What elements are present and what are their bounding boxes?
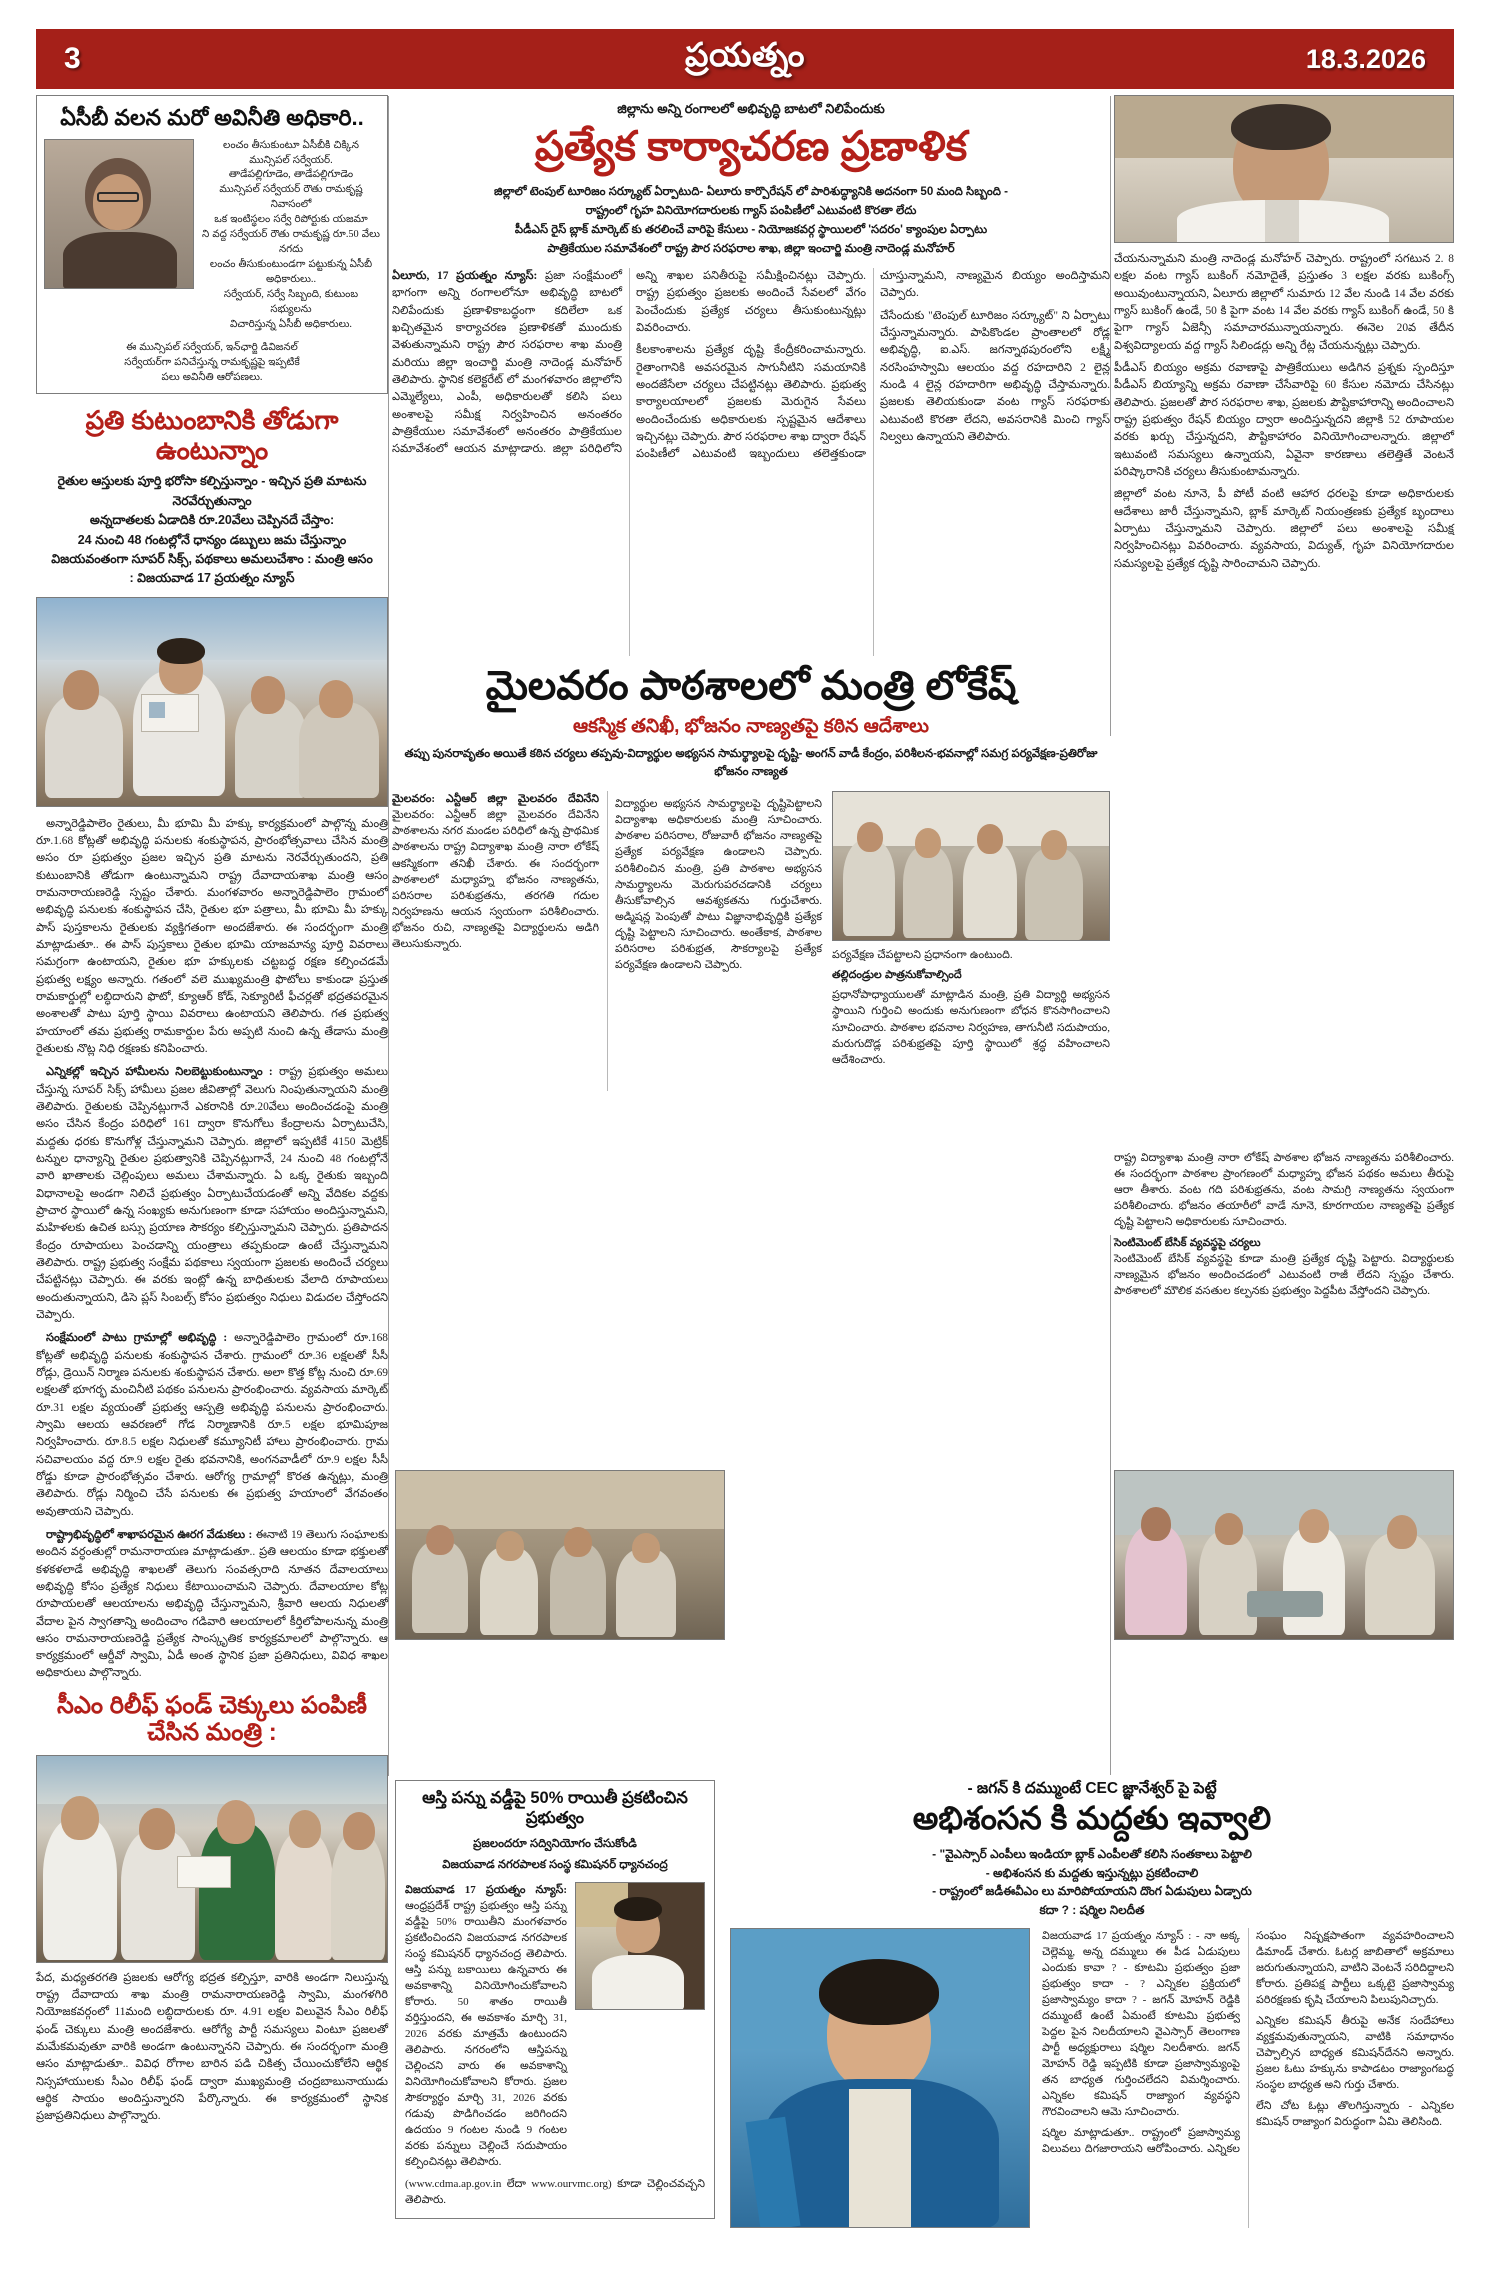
article-family-support: [36, 394, 388, 807]
right-column: [1114, 95, 1454, 573]
minister-meeting-photo: [36, 597, 388, 807]
article-acb: [36, 95, 388, 394]
family-support-body: అన్నారెడ్డిపాలెం రైతులు, మీ భూమి మీ హక్కు కార్యక్రమంలో పాల్గొన్న మంత్రి రూ.1.68 కోట్లతో అభివృద్ధి పనులకు శంకుస్థాపన, ప్రారంభోత్సవాలు చేసిన మంత్రి అసం రూ ప్రభుత్వం ప్రజల ఇచ్చిన ప్రతి మాటను నెరవేర్చుతుందని, ప్రతి కుటుంబానికి తోడుగా ఉంటున్నామని రాష్ట్ర దేవాదాయశాఖ మంత్రి ఆసం రామనారాయణరెడ్డి స్పష్టం చేశారు. మంగళవారం అన్నారెడ్డిపాలెం గ్రామంలో అభివృద్ధి పనులకు శంకుస్థాపన చేసి, రైతుల భూ పత్రాలు, మీ భూమి మీ హక్కు పాస్ పుస్తకాలను రైతులకు వ్యక్తిగతంగా అందజేశారు. ఈ సందర్భంగా మంత్రి మాట్లాడుతూ.. ఈ పాస్ పుస్తకాలు రైతుల భూమి యాజమాన్య పూర్తి వివరాలు సమగ్రంగా ఉంటాయని, రైతుల భూ హక్కులకు చట్టబద్ధ రక్షణ కల్పించడమే ప్రభుత్వ లక్ష్యం అన్నారు. గతంలో వలె ముఖ్యమంత్రి ఫొటోలు కాకుండా ప్రస్తుత రామకార్డుల్లో లబ్ధిదారుని ఫొటో, క్యూఆర్ కోడ్, సెక్యూరిటీ ఫీచర్లతో భద్రతపరమైన అంశాలతో పాటు పూర్తి స్థాయి వివరాలు ఉంటాయని తెలిపారు. గత ప్రభుత్వ హయాంలో తమ ప్రభుత్వ రామకార్డుల పేరు అప్పటి నుంచి ఉన్న తేడాసు మంత్రి రైతులకు నొట్ల నిధి రక్షణకు కనిపించారు. ఎన్నికల్లో ఇచ్చిన హామీలను నిలబెట్టుకుంటున్నాం : రాష్ట్ర ప్రభుత్వం అమలు చేస్తున్న సూపర్ సిక్స్ హామీలు ప్రజల జీవితాల్లో వెలుగు నింపుతున్నాయని మంత్రి తెలిపారు. రైతులకు చెప్పినట్లుగానే ఎకరానికి రూ.20వేలు అందించడంపై మంత్రి అసం చేసిన కేంద్రం పరిధిలో 161 ద్వారా కొనుగోలు కేంద్రాలను ఏర్పాటుచేసి, మద్దతు ధరకు కొనుగోళ్ల చేస్తున్నామని చెప్పారు. జిల్లాలో ఇప్పటికే 4150 మెట్రిక్ టన్నుల ధాన్యాన్ని రైతుల ప్రభుత్వానికి చెప్పినట్లుగానే, 24 నుంచి 48 గంటల్లోనే వారి ఖాతాలకు చెల్లింపులు అమలు చేశామన్నారు. ఏ ఒక్క రైతుకు ఇబ్బంది విధానాలపై అండగా నిలిచే ప్రభుత్వం ఏర్పాటుచేయడంతో అన్ని వేదికల వద్దకు ప్రాచార స్థాయిలో ఉన్న సంఖ్యకు అనుగుణంగా కూడా సహాయం అందిస్తున్నామని, మహిళలకు ఉచిత బస్సు ప్రయాణ సౌకర్యం కల్పిస్తున్నామని చెప్పారు. ప్రతిపాదన కేంద్రం రూపాయలు పెంచడాన్ని యంత్రాలు తప్పకుండా ఉంటే చేస్తున్నామని తెలిపారు. రాష్ట్ర ప్రభుత్వ సంక్షేమ పథకాలు స్వయంగా ప్రజలకు అందించే చర్యలు చేపట్టినట్లు చెప్పారు. ఈ వరకు ఇంట్లో ఉన్న బాధితులకు వేలాది రూపాయలు అందుతున్నాయని, డిసె ప్లస్ సింబల్స్ కోసం ప్రభుత్వం నిధులు విడుదల చేస్తోందని చెప్పారు. సంక్షేమంలో పాటు గ్రామాల్లో అభివృద్ధి : అన్నారెడ్డిపాలెం గ్రామంలో రూ.168 కోట్లతో అభివృద్ధి పనులకు శంకుస్థాపన చేశారు. గ్రామంలో రూ.36 లక్షలతో సీసీ రోడ్లు, డ్రెయిన్ నిర్మాణ పనులకు శంకుస్థాపన చేశారు. అలా కొత్త కోట్ల నుంచి రూ.69 లక్షలతో భూగర్భ మంచినీటి పథకం పనులను ప్రారంభించారు. వ్యవసాయ మార్కెట్ రూ.31 లక్షల వ్యయంతో ప్రభుత్వ ఆస్పత్రి అభివృద్ధి పనులను ప్రారంభించారు. స్వామి ఆలయ ఆవరణలో గోడ నిర్మాణానికి రూ.5 లక్షల భూమిపూజ నిర్వహించారు. రూ.8.5 లక్షల నిధులతో కమ్యూనిటీ హాలు ప్రారంభించారు. గ్రామ సచివాలయం వద్ద రూ.9 లక్షల రైతు భవనానికి, అంగనవాడీలో రూ.9 లక్షల సీసీ రోడ్డు కూడా ప్రారంభోత్సవం చేశారు. ఆరోగ్య గ్రామాల్లో కొరత ఉన్నట్లు, మంత్రి తెలిపారు. రోడ్లు నిర్మించి చేసే పనులకు ఈ ప్రభుత్వ హయాంలో వేగవంతం అవుతాయని చెప్పారు. రాష్ట్రాభివృద్ధిలో శాఖాపరమైన ఊరగ వేడుకలు : ఈనాటి 19 తెలుగు సంఘాలకు అందిన వర్ధంతుల్లో రామనారాయణ మాట్లాడుతూ.. ప్రతి ఆలయం కూడా భక్తులతో కళకళలాడే అభివృద్ధి శాఖలతో తెలుగు సంవత్సరాది నూతన దేవాలయాలు అభివృద్ధి కోసం ప్రత్యేక నిధులు కేటాయించామని చెప్పారు. దేవాలయాల కోట్ల రూపాయలతో ఆలయాలను అభివృద్ధి చేస్తున్నామని, శ్రీవారి ఆలయ నిధులతో వేదాల పైన స్వాగతాన్ని అందించాం గడివారి ఆలయాలలో కీర్తిలోపాలనున్న మంత్రి ఆసం రామనారాయణరెడ్డి ప్రత్యేక సాంస్కృతిక కార్యక్రమాలలో పాల్గొన్నారు. ఆ కార్యక్రమంలో ఆర్డీవో స్వామి, ఏడీ అంత స్థానిక ప్రజా ప్రతినిధులు, వివిధ శాఖల అధికారులు పాల్గొన్నారు.: [36, 817, 389, 1680]
commissioner-photo: [575, 1882, 705, 2010]
action-plan-dateline: ఏలూరు, 17 ప్రయత్నం న్యూస్:: [392, 270, 538, 283]
action-plan-bullets: జిల్లాలో టెంపుల్ టూరిజం సర్క్యూట్ ఏర్పాటుది- ఏలూరు కార్పొరేషన్ లో పారిశుద్ధ్యానికి అదనంగా 50 మంది సిబ్బంది - రాష్ట్రంలో గృహ వినియోగదారులకు గ్యాస్ పంపిణీలో ఎటువంటి కొరతా లేదు పీడీఎస్ రైస్ బ్లాక్ మార్కెట్ కు తరలించే వారిపై కేసులు - నియోజకవర్గ స్థాయిలలో 'సదరం' క్యాంపుల ఏర్పాటు పాత్రికేయుల సమావేశంలో రాష్ట్ర పౌర సరఫరాల శాఖ, జిల్లా ఇంచార్జి మంత్రి నాదెండ్ల మనోహర్: [493, 184, 1009, 256]
action-plan-kicker: జిల్లాను అన్ని రంగాలలో అభివృద్ధి బాటలో నిలిపేందుకు: [617, 101, 885, 116]
school-body-col3: ప్రధానోపాధ్యాయులతో మాట్లాడిన మంత్రి, ప్రతి విద్యార్థి అభ్యసన స్థాయిని గుర్తించి అందుకు అనుగుణంగా బోధన కొనసాగించాలని సూచించారు. పాఠశాల భవనాల నిర్వహణ, తాగునీటి సదుపాయం, మరుగుదొడ్ల పరిశుభ్రతపై పూర్తి స్థాయిలో శ్రద్ధ వహించాలని ఆదేశించారు.: [832, 989, 1110, 1066]
school-classroom-photo: [832, 791, 1110, 941]
action-plan-body: ఏలూరు, 17 ప్రయత్నం న్యూస్: ప్రజా సంక్షేమంలో భాగంగా అన్ని రంగాలలోనూ అభివృద్ధి బాటలో నిలిపేందుకు ప్రణాళికాబద్ధంగా కదిలేలా ఒక ఖచ్చితమైన కార్యాచరణ ప్రణాళికతో ముందుకు వెళుతున్నామని రాష్ట్ర పౌర సరఫరాల శాఖ మంత్రి మరియు జిల్లా ఇంచార్జి మంత్రి నాదెండ్ల మనోహర్ తెలిపారు. స్థానిక కలెక్టరేట్ లో మంగళవారం జిల్లాలోని ఎమ్మెల్యేలు, ఎంపీ, అధికారులతో కలిసి పలు అంశాలపై సమీక్ష నిర్వహించిన అనంతరం పాత్రికేయుల సమావేశంలో అనంతరం పాత్రికేయుల సమావేశంలో ఆయన మాట్లాడారు. జిల్లా పరిధిలోని అన్ని శాఖల పనితీరుపై సమీక్షించినట్లు చెప్పారు. రాష్ట్ర ప్రభుత్వం ప్రజలకు అందించే సేవలలో వేగం పెంచేందుకు ప్రత్యేక చర్యలు తీసుకుంటున్నట్లు వివరించారు. కీలకాంశాలను ప్రత్యేక దృష్టి కేంద్రీకరించామన్నారు. రైతాంగానికి అవసరమైన సాగునీటిని సమయానికి అందజేసేలా చర్యలు చేపట్టినట్లు తెలిపారు. ప్రభుత్వ కార్యాలయాలలో ప్రజలకు మెరుగైన సేవలు అందించేందుకు అధికారులకు స్పష్టమైన ఆదేశాలు ఇచ్చినట్లు చెప్పారు. పౌర సరఫరాల శాఖ ద్వారా రేషన్ పంపిణీలో ఎటువంటి ఇబ్బందులు తలెత్తకుండా చూస్తున్నామని, నాణ్యమైన బియ్యం అందిస్తామని చెప్పారు. చేసేందుకు "టెంపుల్ టూరిజం సర్క్యూట్" ని ఏర్పాటు చేస్తున్నామన్నారు. పాపికొండల ప్రాంతాలలో రోడ్ల అభివృద్ధి, ఐ.ఎస్. జగన్నాథపురంలోని లక్ష్మీ నరసింహస్వామి ఆలయం వద్ద రహదారిని 2 లైన్ల నుండి 4 లైన్ల రహదారిగా అభివృద్ధి చేస్తామన్నారు. ప్రజలకు తెలియకుండా వంట గ్యాస్ సరఫరాకు ఎటువంటి కొరతా లేదని, అవసరానికి మించి గ్యాస్ నిల్వలు ఉన్నాయని తెలిపారు.: [392, 270, 1110, 461]
school-deck: తప్పు పునరావృతం అయితే కఠిన చర్యలు తప్పవు-విద్యార్థుల అభ్యసన సామర్థ్యాలపై దృష్టి- అంగన్ వాడీ కేంద్రం, పరిశీలన-భవనాల్లో సమగ్ర పర్యవేక్షణ-ప్రతిరోజు భోజనం నాణ్యత: [404, 747, 1098, 779]
publication-date: 18.3.2026: [1305, 43, 1426, 74]
opposition-headline: అభిశంసన కి మద్దతు ఇవ్వాలి: [912, 1800, 1272, 1837]
section-lead-1: ఎన్నికల్లో ఇచ్చిన హామీలను నిలబెట్టుకుంటున్నాం :: [46, 1066, 273, 1079]
school-right-text: రాష్ట్ర విద్యాశాఖ మంత్రి నారా లోకేష్ పాఠశాల భోజన నాణ్యతను పరిశీలించారు. ఈ సందర్భంగా పాఠశాల ప్రాంగణంలో మధ్యాహ్న భోజన పథకం అమలు తీరుపై ఆరా తీశారు. వంట గది పరిశుభ్రతను, వంట సామగ్రి నాణ్యతను స్వయంగా పరిశీలించారు. భోజనం తయారీలో వాడే నూనె, కూరగాయల నాణ్యతపై ప్రత్యేక దృష్టి పెట్టాలని అధికారులకు సూచించారు. సెంటిమెంట్ బేసిక్ వ్యవస్థపై చర్యలు సెంటిమెంట్ బేసిక్ వ్యవస్థపై కూడా మంత్రి ప్రత్యేక దృష్టి పెట్టారు. విద్యార్థులకు నాణ్యమైన భోజనం అందించడంలో ఎటువంటి రాజీ లేదని స్పష్టం చేశారు. పాఠశాలలో మౌలిక వసతుల కల్పనకు ప్రభుత్వం పెద్దపీట వేస్తోందని చెప్పారు.: [1114, 1152, 1454, 1298]
school-photo-caption-1: పర్యవేక్షణ చేపట్టాలని ప్రధానంగా ఉంటుంది.: [832, 949, 1013, 962]
school-subheadline: ఆకస్మిక తనిఖీ, భోజనం నాణ్యతపై కఠిన ఆదేశాలు: [573, 716, 929, 738]
tax-headline: ఆస్తి పన్ను వడ్డీపై 50% రాయితీ ప్రకటించిన ప్రభుత్వం: [422, 1789, 688, 1827]
column-divider-2: [1110, 96, 1111, 736]
school-subsection-1: తల్లిదండ్రుల పాత్రనుకోవాల్సిందే: [832, 969, 962, 982]
page-number: 3: [64, 42, 81, 75]
left-column: [36, 95, 388, 2126]
section-lead-2: సంక్షేమంలో పాటు గ్రామాల్లో అభివృద్ధి :: [46, 1332, 228, 1345]
article-action-plan: [392, 95, 1110, 656]
cm-relief-headline: సీఎం రిలీఫ్ ఫండ్ చెక్కులు పంపిణీ చేసిన మంత్రి :: [56, 1691, 367, 1746]
article-opposition: [730, 1780, 1454, 2228]
acb-tail: ఈ మున్సిపల్ సర్వేయర్, ఇన్‌ఛార్జి డివిజనల్ సర్వేయర్‌గా పనిచేస్తున్న రామకృష్ణపై ఇప్పటికే పలు అవినీతి ఆరోపణలు.: [124, 341, 300, 383]
cm-relief-photo: [36, 1755, 388, 1963]
acb-deck: లంచం తీసుకుంటూ ఏసీబీకి చిక్కిన మున్సిపల్ సర్వేయర్. తాడేపల్లిగూడెం, తాడేపల్లిగూడెం మున్సిపల్ సర్వేయర్ రౌతు రామకృష్ణ నివాసంలో ఒక ఇంటిస్థలం సర్వే రిపోర్టుకు యజమా ని వద్ద సర్వేయర్ రౌతు రామకృష్ణ రూ.50 వేలు నగదు లంచం తీసుకుంటుండగా పట్టుకున్న ఏసీబీ అధికారులు.. సర్వేయర్, సర్వే సిబ్బంది, కుటుంబ సభ్యులను విచారిస్తున్న ఏసీబీ అధికారులు.: [202, 139, 380, 330]
family-support-headline: ప్రతి కుటుంబానికి తోడుగా ఉంటున్నాం: [85, 404, 339, 465]
article-school-inspection: [392, 656, 1110, 1091]
newspaper-brand: ప్రయత్నం: [684, 36, 806, 73]
article-property-tax: [395, 1780, 715, 2219]
center-column: [392, 95, 1110, 1091]
school-floor-photo: [395, 1470, 725, 1640]
column-divider-3: [1110, 1235, 1111, 1775]
school-right-block: [1114, 1150, 1454, 1299]
acb-headline: ఏసీబీ వలన మరో అవినీతి అధికారి..: [60, 105, 364, 130]
school-kitchen-photo: [1114, 1470, 1454, 1640]
opposition-bullets: - "వైఎస్సార్ ఎంపీలు ఇండియా బ్లాక్ ఎంపీలతో కలిసి సంతకాలు పెట్టాలి - అభిశంసన కు మద్దతు ఇస్తున్నట్లు ప్రకటించాలి - రాష్ట్రంలో జడీఈవీఎం లు మారిపోయాయని దొంగ ఏడుపులు ఏడ్చారు కదా ? : షర్మిల నిలదీత: [932, 1847, 1252, 1917]
acb-officer-photo: [44, 139, 194, 289]
minister-gas-body: చేయనున్నామని మంత్రి నాదెండ్ల మనోహర్ చెప్పారు. రాష్ట్రంలో సగటున 2. 8 లక్షల వంట గ్యాస్ బుకింగ్ నమోదైతే, ప్రస్తుతం 3 లక్షల వరకు బుకింగ్స్ అయివుంటున్నాయని, ఏలూరు జిల్లాలో సుమారు 12 వేల నుండి 14 వేల వరకు గ్యాస్ బుకింగ్ ఉండే, 50 కి పైగా వంట 14 వేల వరకు గ్యాస్ బుకింగ్ ఉండే, 50 కి పైగా గ్యాస్ ఏజెన్సీ సమాచారమున్నాయన్నారు. ఈనెల 20వ తేదీన విశ్వవిద్యాలయ వద్ద గ్యాస్ సిలిండర్లు అన్ని రేట్ల చేయనున్నట్లు చెప్పారు. పీడీఎస్ బియ్యం అక్రమ రవాణాపై పాత్రికేయులు అడిగిన ప్రశ్నకు స్పందిస్తూ పీడీఎస్ బియ్యాన్ని అక్రమ రవాణా చేసేవారిపై 60 కేసుల నమోదు చేసినట్లు తెలిపారు. ప్రజలతో పౌర సరఫరాల శాఖ, ప్రజలకు పౌష్టికాహారాన్ని అందించాలని రాష్ట్ర ప్రభుత్వం రేషన్ బియ్యం ద్వారా అందిస్తున్నదని జిల్లాకి 52 రూపాయల వరకు ఖర్చు చేస్తున్నదని, పౌష్టికాహారం వినియోగించాలన్నారు. జిల్లాలో ఇటువంటి సమస్యలు ఉన్నాయని, ఏవైనా కారణాలు తలెత్తితే వెంటనే పరిష్కారానికి చర్యలు తీసుకుంటామన్నారు. జిల్లాలో వంట నూనె, పీ పోటీ వంటి ఆహార ధరలపై కూడా అధికారులకు ఆదేశాలు జారీ చేస్తున్నామని, బ్లాక్ మార్కెట్ నియంత్రణకు ప్రత్యేక బృందాలు ఏర్పాటు చేస్తున్నామని చెప్పారు. జిల్లాలో పలు అంశాలపై సమీక్ష నిర్వహించినట్లు వివరించారు. వ్యవసాయ, విద్యుత్, గృహ వినియోగదారుల సమస్యలపై ప్రత్యేక దృష్టి సారించామని చెప్పారు.: [1114, 253, 1454, 570]
masthead: [36, 29, 1454, 89]
opposition-kicker: - జగన్ కి దమ్ముంటే CEC జ్ఞానేశ్వర్ పై పెట్టే: [967, 1780, 1217, 1797]
tax-sub1: ప్రజలందరూ సద్వినియోగం చేసుకోండి: [473, 1836, 637, 1850]
column-divider-1: [388, 96, 389, 1776]
article-cm-relief: [36, 1683, 388, 2126]
sharmila-photo: [730, 1928, 1030, 2228]
section-lead-3: రాష్ట్రాభివృద్ధిలో శాఖాపరమైన ఊరగ వేడుకలు :: [46, 1528, 253, 1541]
cm-relief-body: పేద, మధ్యతరగతి ప్రజలకు ఆరోగ్య భద్రత కల్పిస్తూ, వారికి అండగా నిలుస్తున్న రాష్ట్ర దేవాదాయ శాఖ మంత్రి రామనారాయణరెడ్డి స్వామి, మంగళగిరి నియోజకవర్గంలో 11మంది లబ్ధిదారులకు రూ. 4.91 లక్షల విలువైన సీఎం రిలీఫ్ ఫండ్ చెక్కులు మంత్రి అందజేశారు. ఆరోగ్యే పార్టీ సమస్యలు వింటూ ప్రజలతో మమేకమవుతూ వారికి అండగా ఉంటున్నానని చెప్పారు. ఈ సందర్భంగా మంత్రి ఆసం మాట్లాడుతూ.. వివిధ రోగాల బారిన పడి చికిత్స చేయించుకోలేని ఆర్థిక నిస్సహాయులకు సీఎం రిలీఫ్ ఫండ్ ద్వారా ముఖ్యమంత్రి చంద్రబాబునాయుడు ఆర్థిక సాయం అందిస్తున్నారని పేర్కొన్నారు. ఈ కార్యక్రమంలో స్థానిక ప్రజాప్రతినిధులు పాల్గొన్నారు.: [36, 1971, 388, 2123]
school-headline: మైలవరం పాఠశాలలో మంత్రి లోకేష్: [485, 664, 1017, 709]
school-subsection-2: సెంటిమెంట్ బేసిక్ వ్యవస్థపై చర్యలు: [1114, 1237, 1261, 1250]
tax-body: విజయవాడ 17 ప్రయత్నం న్యూస్: ఆంధ్రప్రదేశ్ రాష్ట్ర ప్రభుత్వం ఆస్తి పన్ను వడ్డీపై 50% రాయితీని మంగళవారం ప్రకటించిందని విజయవాడ నగరపాలక సంస్థ కమిషనర్ ధ్యానచంద్ర తెలిపారు. ఆస్తి పన్ను బకాయిలు ఉన్నవారు ఈ అవకాశాన్ని వినియోగించుకోవాలని కోరారు. 50 శాతం రాయితీ వర్తిస్తుందని, ఈ అవకాశం మార్చి 31, 2026 వరకు మాత్రమే ఉంటుందని తెలిపారు. నగరంలోని ఆస్తిపన్ను చెల్లించని వారు ఈ అవకాశాన్ని వినియోగించుకోవాలని కోరారు. ప్రజల సౌకర్యార్థం మార్చి 31, 2026 వరకు గడువు పొడిగించడం జరిగిందని ఉదయం 9 గంటల నుండి 9 గంటల వరకు పన్నులు చెల్లించే సదుపాయం కల్పించినట్లు తెలిపారు.: [405, 1883, 567, 2169]
action-plan-headline: ప్రత్యేక కార్యాచరణ ప్రణాళిక: [534, 122, 968, 169]
school-body: మైలవరం: ఎన్టీఆర్ జిల్లా మైలవరం దేవినేని మైలవరం: ఎన్టీఆర్ జిల్లా మైలవరం దేవినేని పాఠశాలను నగర మండల పరిధిలో ఉన్న ప్రాథమిక పాఠశాలను రాష్ట్ర విద్యాశాఖ మంత్రి నారా లోకేష్ ఆకస్మికంగా తనిఖీ చేశారు. ఈ సందర్భంగా పాఠశాలలో మధ్యాహ్న భోజనం నాణ్యతను, పరిసరాల పరిశుభ్రతను, తరగతి గదుల నిర్వహణను ఆయన స్వయంగా పరిశీలించారు. భోజనం రుచి, నాణ్యతపై విద్యార్థులను అడిగి తెలుసుకున్నారు. విద్యార్థుల అభ్యసన సామర్థ్యాలపై దృష్టిపెట్టాలని విద్యాశాఖ అధికారులకు మంత్రి సూచించారు. పాఠశాల పరిసరాల, రోజువారీ భోజనం నాణ్యతపై ప్రత్యేక పర్యవేక్షణ ఉండాలని చెప్పారు. పరిశీలించిన మంత్రి, ప్రతి పాఠశాల అభ్యసన సామర్థ్యాలను మెరుగుపరచడానికి చర్యలు తీసుకోవాల్సిన ఆవశ్యకతను గుర్తుచేశారు. అడ్మిషన్ల పెంపుతో పాటు విజ్ఞానాభివృద్ధికి ప్రత్యేక దృష్టి పెట్టాలని సూచించారు. అంతేకాక, పాఠశాల పరిసరాల పరిశుభ్రత, సౌకర్యాలపై ప్రత్యేక పర్యవేక్షణ ఉండాలని చెప్పారు.: [392, 793, 822, 971]
family-support-subheads: రైతుల ఆస్తులకు పూర్తి భరోసా కల్పిస్తున్నాం - ఇచ్చిన ప్రతి మాటను నెరవేర్చుతున్నాం అన్నదాతలకు ఏడాదికి రూ.20వేలు చెప్పినదే చేస్తాం: 24 నుంచి 48 గంటల్లోనే ధాన్యం డబ్బులు జమ చేస్తున్నాం విజయవంతంగా సూపర్ సిక్స్, పథకాలు అమలుచేశాం : మంత్రి ఆసం : విజయవాడ 17 ప్రయత్నం న్యూస్: [51, 474, 373, 586]
opposition-body: విజయవాడ 17 ప్రయత్నం న్యూస్ : - నా అక్క చెల్లెమ్మ, అన్న దమ్ములు ఈ పీడ ఏడుపులు ఎందుకు కావా ? - కూటమి ప్రభుత్వం ప్రజా ప్రభుత్వం కాదా - ? ఎన్నికల ప్రక్రియలో ప్రజాస్వామ్యం కాదా ? - జగన్ మోహన్ రెడ్డికి దమ్ముంటే ఉంటే ఏమంటే కూటమి ప్రభుత్వ పెద్దల పైన నిలదీయాలని వైఎస్సార్ తెలంగాణ పార్టీ అధ్యక్షురాలు షర్మిల నిలదీశారు. జగన్ మోహన్ రెడ్డి ఇప్పటికి కూడా ప్రజాస్వామ్యంపై తన బాధ్యత గుర్తించలేదని విమర్శించారు. ఎన్నికల కమిషన్ రాజ్యాంగ వ్యవస్థని గౌరవించాలని ఆమె సూచించారు. షర్మిల మాట్లాడుతూ.. రాష్ట్రంలో ప్రజాస్వామ్య విలువలు దిగజారాయని ఆరోపించారు. ఎన్నికల సంఘం నిష్పక్షపాతంగా వ్యవహరించాలని డిమాండ్ చేశారు. ఓటర్ల జాబితాలో అక్రమాలు జరుగుతున్నాయని, వాటిని వెంటనే సరిదిద్దాలని కోరారు. ప్రతిపక్ష పార్టీలు ఒక్కటై ప్రజాస్వామ్య పరిరక్షణకు కృషి చేయాలని పిలుపునిచ్చారు. ఎన్నికల కమిషన్ తీరుపై అనేక సందేహాలు వ్యక్తమవుతున్నాయని, వాటికి సమాధానం చెప్పాల్సిన బాధ్యత కమిషన్‌దేనని అన్నారు. ప్రజల ఓటు హక్కును కాపాడటం రాజ్యాంగబద్ధ సంస్థల బాధ్యత అని గుర్తు చేశారు. లేని చోట ఓట్లు తొలగిస్తున్నారు - ఎన్నికల కమిషన్ రాజ్యాంగ విరుద్ధంగా ఏమి తెలిసింది.: [1042, 1929, 1454, 2156]
tax-webnote: (www.cdma.ap.gov.in లేదా www.ourvmc.org) కూడా చెల్లించవచ్చని తెలిపారు.: [405, 2178, 705, 2207]
minister-portrait-photo: [1114, 95, 1454, 243]
tax-sub2: విజయవాడ నగరపాలక సంస్థ కమిషనర్ ధ్యానచంద్ర: [442, 1857, 668, 1871]
